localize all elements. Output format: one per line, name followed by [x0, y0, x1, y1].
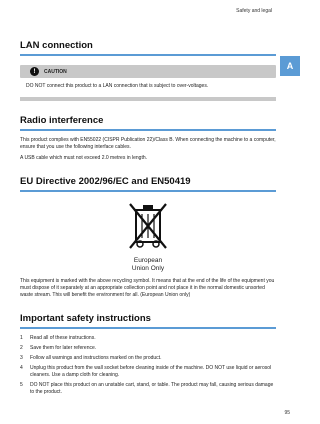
running-header: Safety and legal [236, 8, 272, 14]
eu-heading: EU Directive 2002/96/EC and EN50419 [20, 176, 276, 192]
crossed-bin-icon [126, 200, 170, 252]
list-item: 2 Save them for later reference. [20, 345, 97, 351]
safety-list [20, 335, 276, 396]
page-content [20, 40, 276, 399]
caution-bar [20, 65, 276, 78]
recycle-caption-line-2: Union Only [131, 265, 165, 272]
eu-paragraph: This equipment is marked with the above recycling symbol. It means that at the end of the life of the equipment you must dispose of it separately at an appropriate collection point and not place it in the normal domestic unsorted waste stream. This will benefit the environment for all. (European Union only) [20, 278, 275, 298]
caution-bottom-bar [20, 97, 276, 101]
list-item: 4 Unplug this product from the wall socket before cleaning inside of the machine. DO NOT use liquid or aerosol cleaners. Use a damp cloth for cleaning. [20, 365, 272, 378]
page-number: 95 [284, 410, 290, 416]
radio-paragraph-2: A USB cable which must not exceed 2.0 metres in length. [20, 155, 148, 161]
list-item: 3 Follow all warnings and instructions marked on the product. [20, 355, 162, 361]
caution-text: DO NOT connect this product to a LAN connection that is subject to over-voltages. [26, 83, 209, 89]
list-item: 1 Read all of these instructions. [20, 335, 96, 341]
safety-heading: Important safety instructions [20, 313, 276, 329]
list-item: 5 DO NOT place this product on an unstable cart, stand, or table. The product may fall, causing serious damage to the product. [20, 382, 274, 395]
exclamation-icon: ! [30, 67, 39, 76]
lan-heading: LAN connection [20, 40, 276, 56]
radio-paragraph-1: This product complies with EN55022 (CISPR Publication 22)/Class B. When connecting the machine to a computer, ensure that you use the following interface cables. [20, 137, 276, 150]
caution-label: CAUTION [44, 68, 67, 75]
appendix-tab: A [280, 56, 300, 76]
recycle-symbol [120, 200, 176, 273]
recycle-caption-line-1: European [133, 257, 163, 264]
radio-heading: Radio interference [20, 115, 276, 131]
